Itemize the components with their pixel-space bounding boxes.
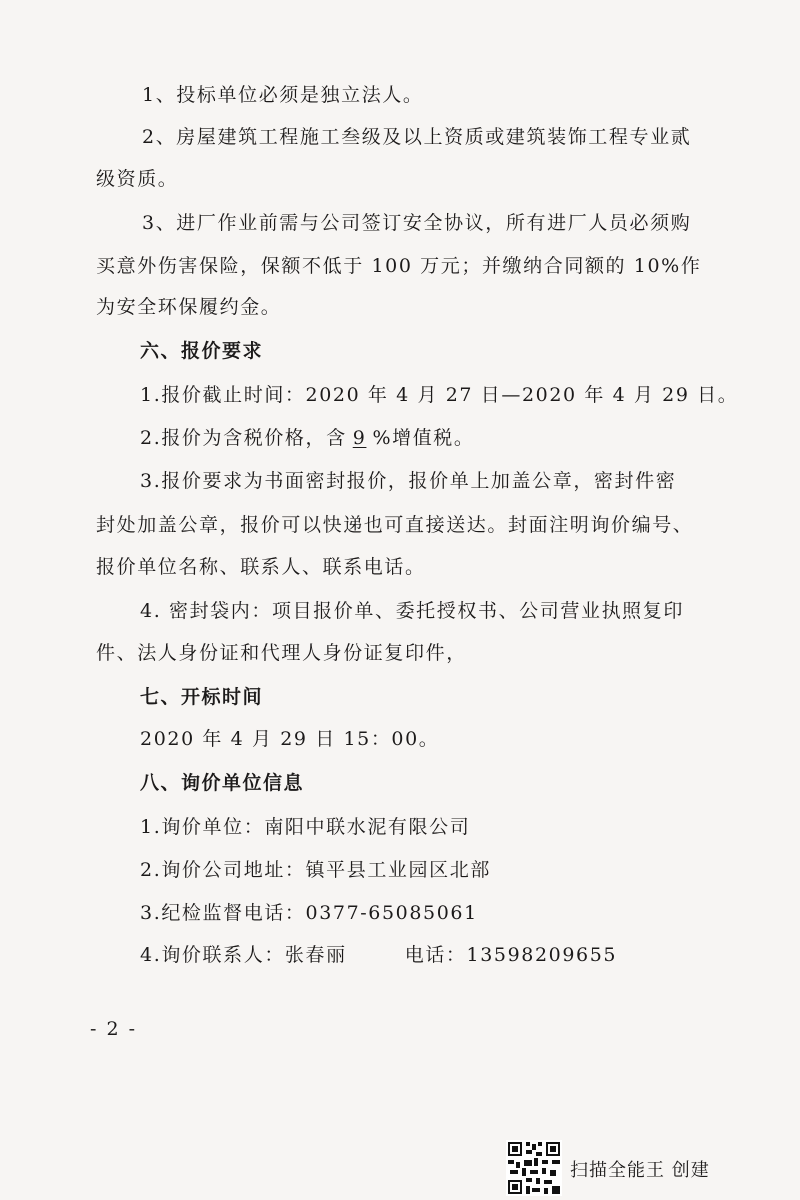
quote-seal-line-3: 报价单位名称、联系人、联系电话。 (96, 556, 426, 578)
page-number: - 2 - (90, 1018, 138, 1040)
quote-tax-line (140, 425, 475, 451)
quote-seal-line-1: 3.报价要求为书面密封报价，报价单上加盖公章，密封件密 (140, 470, 677, 492)
qualification-line-1: 1、投标单位必须是独立法人。 (142, 84, 424, 106)
contact-person: 4.询价联系人：张春丽 (140, 944, 347, 966)
qualification-line-2: 2、房屋建筑工程施工叁级及以上资质或建筑装饰工程专业贰 (142, 126, 692, 148)
qualification-line-4: 3、进厂作业前需与公司签订安全协议，所有进厂人员必须购 (142, 212, 692, 234)
bid-opening-time: 2020 年 4 月 29 日 15：00。 (140, 728, 440, 750)
qualification-line-3: 级资质。 (96, 168, 179, 190)
inquiry-address: 2.询价公司地址：镇平县工业园区北部 (140, 859, 491, 881)
section-8-heading: 八、询价单位信息 (140, 772, 305, 794)
qualification-line-6: 为安全环保履约金。 (96, 296, 282, 318)
quote-seal-line-2: 封处加盖公章，报价可以快递也可直接送达。封面注明询价编号、 (96, 514, 694, 536)
quote-tax-suffix: %增值税。 (372, 427, 475, 449)
section-7-heading: 七、开标时间 (140, 686, 264, 708)
qr-code-icon (506, 1140, 562, 1196)
inquiry-unit: 1.询价单位：南阳中联水泥有限公司 (140, 816, 471, 838)
quote-tax-prefix: 2.报价为含税价格，含 (140, 427, 347, 449)
qualification-line-5: 买意外伤害保险，保额不低于 100 万元；并缴纳合同额的 10%作 (96, 255, 702, 277)
envelope-contents-line-1: 4. 密封袋内：项目报价单、委托授权书、公司营业执照复印 (140, 600, 684, 622)
quote-tax-rate: 9 (352, 427, 367, 449)
contact-phone: 电话：13598209655 (404, 944, 618, 966)
quote-deadline: 1.报价截止时间：2020 年 4 月 27 日—2020 年 4 月 29 日。 (140, 384, 739, 406)
supervision-phone: 3.纪检监督电话：0377-65085061 (140, 902, 478, 924)
envelope-contents-line-2: 件、法人身份证和代理人身份证复印件， (96, 642, 467, 664)
contact-line (140, 942, 617, 968)
scanner-footer (500, 1140, 800, 1200)
scanner-watermark: 扫描全能王 创建 (570, 1160, 710, 1181)
section-6-heading: 六、报价要求 (140, 340, 264, 362)
